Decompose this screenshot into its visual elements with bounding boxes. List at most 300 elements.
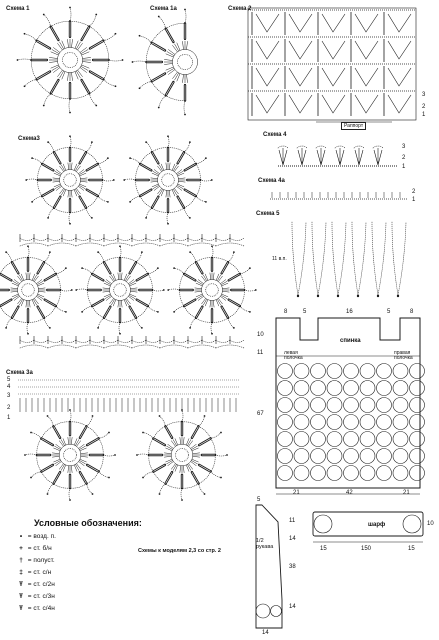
chain-loop bbox=[216, 340, 230, 343]
chain-loop bbox=[240, 306, 250, 312]
chain-loop bbox=[92, 306, 104, 318]
stitch-spoke bbox=[11, 288, 18, 289]
petal-highlight bbox=[178, 152, 184, 163]
stitch-spoke bbox=[56, 461, 62, 465]
picot-dot bbox=[167, 135, 169, 137]
chain-loop bbox=[148, 290, 152, 306]
stitch-spoke bbox=[61, 464, 65, 470]
stitch-spoke bbox=[59, 166, 63, 172]
petal-highlight bbox=[80, 197, 86, 208]
jacket-motif-circle bbox=[360, 364, 375, 379]
chain-loop bbox=[338, 222, 346, 295]
scarf-end-circle bbox=[403, 515, 421, 533]
chain-loop bbox=[332, 222, 338, 295]
scheme-3-band-2 bbox=[20, 336, 244, 348]
chain-loop bbox=[20, 238, 34, 241]
stitch-spoke bbox=[80, 47, 87, 52]
stitch-spoke bbox=[192, 459, 199, 462]
chain-loop bbox=[216, 243, 244, 246]
stitch-spoke bbox=[130, 288, 137, 289]
chain-loop bbox=[190, 318, 196, 328]
picot-dot bbox=[115, 33, 117, 35]
stitch-spoke bbox=[152, 184, 158, 187]
jacket-motif-circle bbox=[410, 381, 425, 396]
picot-dot bbox=[211, 179, 213, 181]
chain-loop bbox=[44, 306, 56, 318]
stitch-spoke bbox=[21, 274, 24, 280]
picot-dot bbox=[141, 327, 143, 329]
chain-loop bbox=[184, 262, 196, 274]
chain-loop bbox=[98, 252, 104, 262]
chain-loop bbox=[199, 472, 211, 484]
stitch-spoke bbox=[29, 300, 30, 307]
jacket-motif-circle bbox=[377, 415, 392, 430]
stitch-spoke bbox=[174, 188, 178, 194]
chain-loop bbox=[90, 238, 104, 241]
chain-loop bbox=[82, 268, 92, 274]
chain-loop bbox=[146, 208, 152, 218]
stitch-spoke bbox=[34, 298, 38, 304]
stitch-spoke bbox=[210, 273, 211, 280]
stitch-spoke bbox=[79, 185, 85, 189]
jacket-motif-circle bbox=[344, 432, 359, 447]
stitch-spoke bbox=[81, 456, 88, 457]
picot-dot bbox=[132, 61, 134, 63]
petal-highlight bbox=[104, 262, 110, 273]
stitch-spoke bbox=[220, 279, 226, 283]
scarf-end-circle bbox=[314, 515, 332, 533]
p1-top-dim-4: 5 bbox=[387, 309, 391, 315]
stitch-spoke bbox=[152, 173, 158, 176]
stitch-spoke bbox=[75, 165, 79, 171]
stitch-spoke bbox=[67, 73, 68, 81]
picot-dot bbox=[142, 432, 144, 434]
scheme-2-v bbox=[289, 68, 312, 86]
stitch-spoke bbox=[71, 437, 72, 444]
picot-dot bbox=[220, 477, 222, 479]
petal-highlight bbox=[153, 465, 165, 472]
chain-loop bbox=[48, 142, 54, 152]
stitch-spoke bbox=[124, 300, 127, 306]
stitch-spoke bbox=[177, 171, 183, 175]
chain-loop bbox=[120, 246, 121, 258]
sleeve-pattern bbox=[256, 505, 282, 628]
stitch-spoke bbox=[12, 294, 18, 297]
jacket-motif-circle bbox=[327, 466, 342, 481]
motif-center-ring bbox=[162, 174, 175, 187]
stitch-spoke bbox=[197, 295, 203, 299]
petal-highlight bbox=[42, 190, 53, 196]
petal-highlight bbox=[152, 74, 165, 82]
jacket-motif-circle bbox=[393, 364, 408, 379]
stitch-spoke bbox=[218, 276, 222, 282]
petal-highlight bbox=[140, 190, 151, 196]
chain-loop bbox=[146, 62, 151, 81]
chain-loop bbox=[56, 290, 60, 306]
stitch-spoke bbox=[168, 461, 174, 465]
chain-loop bbox=[168, 148, 184, 152]
petal-highlight bbox=[87, 190, 98, 196]
scheme5-side-label: 11 в.п. bbox=[272, 256, 287, 262]
picot-dot bbox=[91, 217, 93, 219]
stitch-spoke bbox=[67, 39, 68, 47]
stitch-spoke bbox=[161, 164, 164, 170]
chain-loop bbox=[140, 196, 152, 208]
stitch-spoke bbox=[33, 275, 37, 281]
stitch-spoke bbox=[175, 44, 179, 51]
chain-loop bbox=[76, 345, 104, 348]
chain-loop bbox=[188, 340, 202, 343]
chain-loop bbox=[199, 484, 205, 494]
chain-loop bbox=[202, 238, 216, 241]
stitch-spoke bbox=[187, 464, 191, 470]
scheme-4-shell bbox=[336, 148, 344, 165]
chain-loop bbox=[69, 212, 70, 224]
petal-highlight bbox=[184, 300, 195, 306]
petal-highlight bbox=[90, 41, 103, 49]
picot-dot bbox=[157, 267, 159, 269]
motif-inner-ring bbox=[57, 47, 82, 72]
jacket-motif-circle bbox=[410, 398, 425, 413]
jacket-motif-circle bbox=[344, 381, 359, 396]
picot-dot bbox=[69, 135, 71, 137]
scheme-5-zigzag bbox=[292, 222, 406, 297]
stitch-spoke bbox=[153, 185, 159, 189]
chain-loop bbox=[358, 222, 366, 295]
chain-loop bbox=[37, 79, 51, 93]
stitch-spoke bbox=[130, 294, 136, 297]
picot-dot bbox=[142, 477, 144, 479]
picot-dot bbox=[255, 289, 257, 291]
picot-dot bbox=[24, 33, 26, 35]
chain-loop bbox=[166, 23, 185, 28]
scheme3a-row-1: 1 bbox=[7, 415, 11, 421]
picot-dot bbox=[91, 141, 93, 143]
chain-loop bbox=[87, 484, 93, 494]
picot-dot bbox=[49, 327, 51, 329]
motif-center-ring bbox=[206, 284, 219, 297]
stitch-spoke bbox=[109, 298, 113, 304]
stitch-spoke bbox=[168, 444, 174, 448]
picot-dot bbox=[69, 499, 71, 501]
stitch-spoke bbox=[75, 72, 78, 80]
scheme-5-title: Схема 5 bbox=[256, 211, 280, 217]
stitch-spoke bbox=[151, 181, 158, 182]
stitch-spoke bbox=[61, 439, 65, 445]
picot-dot bbox=[47, 217, 49, 219]
stitch-spoke bbox=[54, 184, 60, 187]
picot-dot bbox=[184, 114, 186, 116]
stitch-spoke bbox=[128, 296, 134, 300]
picot-dot bbox=[249, 267, 251, 269]
legend-item-sc: + = ст. б/н bbox=[16, 545, 52, 552]
stitch-spoke bbox=[75, 41, 78, 49]
petal-highlight bbox=[82, 80, 90, 93]
scheme-2-v bbox=[355, 41, 378, 59]
stitch-spoke bbox=[72, 73, 73, 81]
picot-dot bbox=[97, 251, 99, 253]
picot-dot bbox=[69, 409, 71, 411]
scheme-5-turn bbox=[397, 295, 399, 297]
picot-dot bbox=[119, 333, 121, 335]
chain-loop bbox=[132, 243, 160, 246]
scheme3a-row-4: 4 bbox=[7, 384, 11, 390]
stitch-spoke bbox=[38, 283, 44, 286]
picot-dot bbox=[233, 327, 235, 329]
scheme-5-turn bbox=[377, 295, 379, 297]
chain-loop bbox=[102, 180, 114, 181]
stitch-spoke bbox=[172, 190, 175, 196]
chain-loop bbox=[28, 258, 44, 262]
chain-loop bbox=[146, 43, 151, 62]
legend-item-chain: • = возд. п. bbox=[16, 533, 56, 540]
chain-loop bbox=[174, 268, 184, 274]
scheme-4-shell bbox=[317, 148, 325, 165]
stitch-spoke bbox=[71, 190, 72, 197]
chain-loop bbox=[56, 268, 66, 274]
stitch-spoke bbox=[175, 438, 178, 445]
scheme-1-title: Схема 1 bbox=[6, 6, 30, 12]
petal-highlight bbox=[178, 197, 184, 208]
jacket-motif-circle bbox=[327, 364, 342, 379]
picot-dot bbox=[81, 311, 83, 313]
chain-loop bbox=[196, 196, 206, 202]
chain-loop bbox=[69, 99, 70, 113]
petal-highlight bbox=[153, 438, 165, 445]
jacket-motif-circle bbox=[278, 415, 293, 430]
stitch-spoke bbox=[111, 299, 115, 305]
stitch-spoke bbox=[154, 169, 160, 173]
picot-dot bbox=[233, 251, 235, 253]
stitch-spoke bbox=[171, 464, 175, 470]
petal-highlight bbox=[80, 426, 87, 438]
scheme-4a-title: Схема 4а bbox=[258, 178, 285, 184]
jacket-motif-circle bbox=[360, 415, 375, 430]
stitch-spoke bbox=[173, 165, 177, 171]
stitch-spoke bbox=[37, 281, 43, 285]
petal-highlight bbox=[38, 307, 44, 318]
jacket-motif-circle bbox=[327, 415, 342, 430]
stitch-spoke bbox=[129, 281, 135, 285]
chain-loop bbox=[133, 61, 147, 62]
scheme-4-shell bbox=[355, 148, 363, 165]
stitch-spoke bbox=[13, 281, 19, 285]
chain-loop bbox=[25, 79, 37, 86]
stitch-spoke bbox=[56, 186, 62, 190]
jacket-motif-circle bbox=[377, 432, 392, 447]
chain-loop bbox=[184, 306, 196, 318]
jacket-motif-circle bbox=[377, 449, 392, 464]
petal-highlight bbox=[165, 426, 172, 438]
stitch-spoke bbox=[222, 288, 229, 289]
chain-loop bbox=[140, 81, 152, 88]
scheme-1a-title: Схема 1а bbox=[150, 6, 177, 12]
stitch-spoke bbox=[177, 185, 183, 189]
chain-loop bbox=[53, 422, 70, 427]
stitch-spoke bbox=[201, 276, 205, 282]
petal-highlight bbox=[41, 438, 53, 445]
chain-loop bbox=[160, 416, 166, 426]
petal-highlight bbox=[152, 197, 158, 208]
jacket-motif-circle bbox=[393, 415, 408, 430]
stitch-spoke bbox=[177, 43, 180, 51]
p1-bottom-dim-1: 21 bbox=[293, 490, 300, 496]
stitch-spoke bbox=[176, 169, 182, 173]
dtr-symbol: Ŧ bbox=[19, 593, 23, 600]
stitch-spoke bbox=[168, 49, 175, 54]
picot-dot bbox=[163, 289, 165, 291]
picot-dot bbox=[181, 499, 183, 501]
stitch-spoke bbox=[191, 461, 197, 465]
chain-loop bbox=[70, 8, 71, 22]
p1-top-dim-1: 8 bbox=[284, 309, 288, 315]
chain-loop bbox=[18, 59, 32, 60]
jacket-motif-circle bbox=[410, 449, 425, 464]
p2-dim-bottom: 14 bbox=[262, 630, 269, 636]
chain-loop bbox=[120, 318, 136, 322]
picot-dot bbox=[189, 251, 191, 253]
scheme-3-title: Схема3 bbox=[18, 136, 40, 142]
chain-loop bbox=[98, 180, 102, 196]
picot-dot bbox=[47, 493, 49, 495]
stitch-spoke bbox=[38, 291, 45, 292]
stitch-spoke bbox=[164, 59, 172, 60]
stitch-spoke bbox=[222, 291, 229, 292]
chain-loop bbox=[335, 146, 345, 148]
stitch-spoke bbox=[175, 73, 179, 80]
chain-loop bbox=[199, 426, 211, 438]
picot-dot bbox=[114, 454, 116, 456]
chain-loop bbox=[140, 152, 152, 164]
motif-inner-ring bbox=[110, 280, 131, 301]
chain-loop bbox=[354, 146, 364, 148]
chain-loop bbox=[184, 101, 185, 115]
chain-loop bbox=[240, 274, 244, 290]
picot-dot bbox=[205, 201, 207, 203]
scheme4-row-1: 1 bbox=[402, 164, 406, 170]
stitch-spoke bbox=[79, 460, 85, 464]
stitch-spoke bbox=[197, 281, 203, 285]
picot-dot bbox=[204, 415, 206, 417]
stitch-spoke bbox=[126, 298, 130, 304]
chain-loop bbox=[228, 318, 234, 328]
chain-loop bbox=[378, 222, 386, 295]
picot-dot bbox=[158, 107, 160, 109]
motif-inner-ring bbox=[202, 280, 223, 301]
stitch-spoke bbox=[52, 66, 59, 70]
chain-loop bbox=[25, 454, 37, 455]
picot-dot bbox=[107, 201, 109, 203]
chain-loop bbox=[70, 136, 71, 148]
stitch-spoke bbox=[221, 295, 227, 299]
p2-dim-top: 5 bbox=[257, 497, 261, 503]
jacket-motif-circle bbox=[393, 381, 408, 396]
chain-loop bbox=[98, 196, 108, 202]
chain-loop bbox=[98, 318, 104, 328]
stitch-spoke bbox=[13, 295, 19, 299]
stitch-spoke bbox=[159, 189, 163, 195]
motif-center-ring bbox=[176, 449, 189, 462]
chain-loop bbox=[28, 318, 44, 322]
stitch-spoke bbox=[164, 64, 172, 65]
petal-highlight bbox=[199, 465, 211, 472]
chain-loop bbox=[180, 274, 184, 290]
stitch-spoke bbox=[53, 68, 60, 73]
stitch-spoke bbox=[182, 75, 183, 83]
picot-dot bbox=[81, 267, 83, 269]
stitch-spoke bbox=[26, 273, 27, 280]
scheme4a-row-1: 1 bbox=[412, 197, 416, 203]
stitch-spoke bbox=[180, 437, 181, 444]
chain-loop bbox=[166, 95, 185, 100]
motif-center-ring bbox=[177, 54, 192, 69]
stitch-spoke bbox=[14, 296, 20, 300]
chain-loop bbox=[212, 258, 228, 262]
chain-loop bbox=[136, 252, 142, 262]
chain-loop bbox=[34, 238, 48, 241]
stitch-spoke bbox=[220, 296, 226, 300]
petal-highlight bbox=[53, 472, 60, 484]
jacket-motif-circle bbox=[278, 398, 293, 413]
stitch-spoke bbox=[125, 299, 129, 305]
stitch-spoke bbox=[201, 298, 205, 304]
scheme-5-turn bbox=[317, 295, 319, 297]
chain-loop bbox=[152, 208, 168, 212]
stitch-spoke bbox=[78, 70, 83, 77]
chain-loop bbox=[137, 454, 149, 455]
stitch-spoke bbox=[37, 295, 43, 299]
chain-loop bbox=[103, 34, 115, 41]
stitch-spoke bbox=[55, 171, 61, 175]
jacket-motif-circle bbox=[327, 398, 342, 413]
jacket-motif-circle bbox=[327, 381, 342, 396]
chain-loop bbox=[92, 262, 104, 274]
stitch-spoke bbox=[74, 465, 77, 472]
stitch-spoke bbox=[79, 461, 85, 465]
stitch-spoke bbox=[52, 453, 59, 454]
stitch-spoke bbox=[192, 448, 199, 451]
picot-dot bbox=[95, 105, 97, 107]
petal-highlight bbox=[192, 426, 199, 438]
picot-dot bbox=[92, 415, 94, 417]
picot-dot bbox=[47, 141, 49, 143]
stitch-spoke bbox=[178, 173, 184, 176]
motif-center-ring bbox=[64, 449, 77, 462]
scheme3a-row-5: 5 bbox=[7, 377, 11, 383]
scheme-2-v bbox=[388, 95, 411, 113]
p1-bottom-dim-3: 21 bbox=[403, 490, 410, 496]
chain-loop bbox=[190, 252, 196, 262]
stitch-spoke bbox=[213, 300, 214, 307]
stitch-spoke bbox=[186, 465, 189, 472]
stitch-spoke bbox=[183, 437, 184, 444]
stitch-spoke bbox=[60, 42, 64, 49]
chain-loop bbox=[99, 455, 104, 472]
picot-dot bbox=[226, 454, 228, 456]
petal-highlight bbox=[42, 164, 53, 170]
stitch-spoke bbox=[52, 456, 59, 457]
stitch-spoke bbox=[75, 189, 79, 195]
stitch-spoke bbox=[53, 181, 60, 182]
chain-loop bbox=[12, 318, 28, 322]
stitch-spoke bbox=[82, 52, 90, 55]
legend-item-trtr: Ŧ = ст. с/4н bbox=[16, 605, 55, 612]
picot-dot bbox=[249, 311, 251, 313]
stitch-spoke bbox=[80, 178, 87, 179]
scheme-2-v bbox=[322, 95, 345, 113]
chain-loop bbox=[0, 262, 12, 274]
stitch-spoke bbox=[193, 453, 200, 454]
